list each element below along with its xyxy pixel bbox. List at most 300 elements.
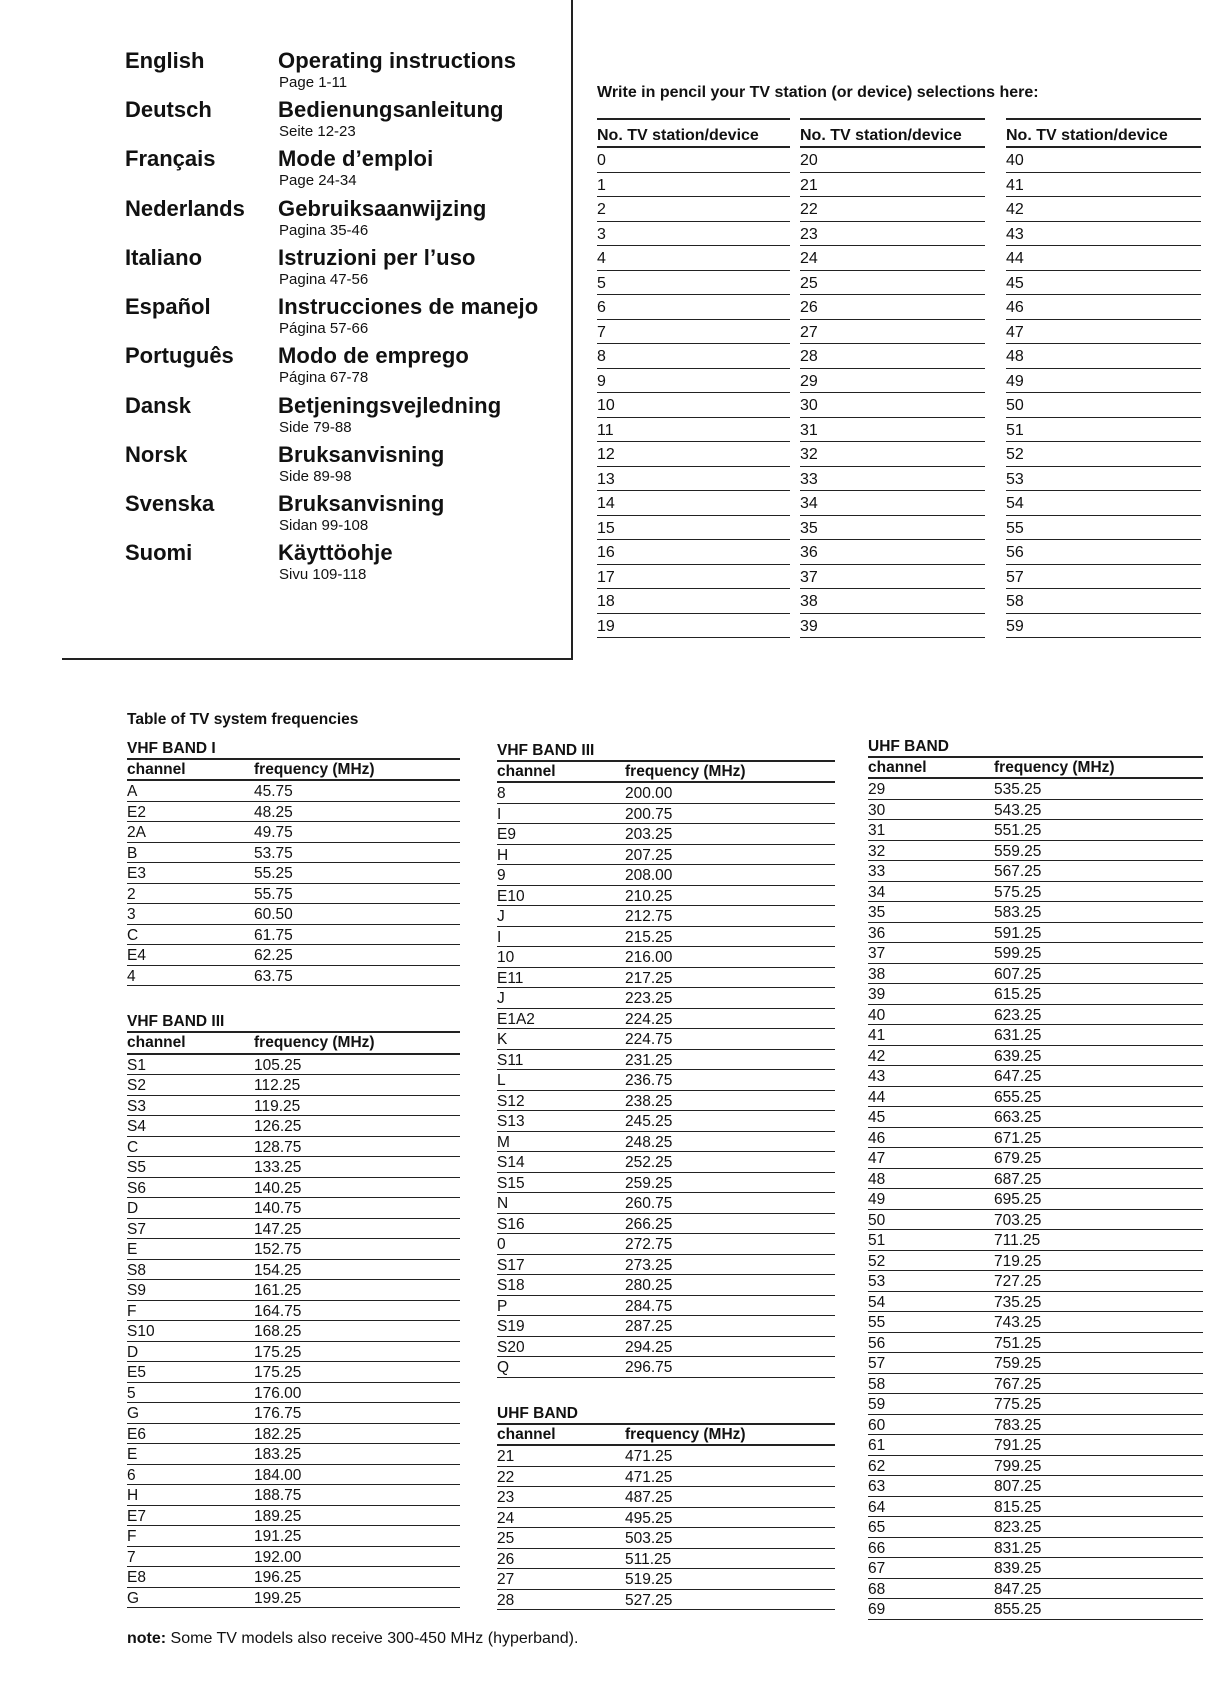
channel-cell: S4 xyxy=(127,1118,146,1136)
frequency-cell: 217.25 xyxy=(625,969,673,987)
language-name: Español xyxy=(125,294,211,319)
station-entry-line[interactable]: 15 xyxy=(597,516,790,541)
frequency-cell: 119.25 xyxy=(254,1097,301,1115)
manual-title: Bruksanvisning xyxy=(278,442,445,467)
station-entry-line[interactable]: 22 xyxy=(800,197,985,222)
channel-cell: Q xyxy=(497,1359,510,1377)
channel-cell: S3 xyxy=(127,1097,146,1115)
frequency-cell: 200.75 xyxy=(625,805,673,823)
channel-cell: 47 xyxy=(868,1150,886,1168)
station-entry-line[interactable]: 8 xyxy=(597,344,790,369)
frequency-cell: 164.75 xyxy=(254,1302,302,1320)
channel-cell: 46 xyxy=(868,1129,886,1147)
table-row xyxy=(868,1497,1203,1518)
language-name: Dansk xyxy=(125,393,192,418)
page-range: Sidan 99-108 xyxy=(279,517,369,534)
station-entry-line[interactable]: 55 xyxy=(1006,516,1201,541)
table-row xyxy=(868,1435,1203,1456)
station-entry-line[interactable]: 23 xyxy=(800,222,985,247)
frequency-cell: 743.25 xyxy=(994,1314,1042,1332)
channel-cell: S14 xyxy=(497,1154,525,1172)
channel-cell: 60 xyxy=(868,1416,886,1434)
channel-cell: 67 xyxy=(868,1560,886,1578)
table-row xyxy=(497,1029,835,1050)
frequency-cell: 727.25 xyxy=(994,1273,1042,1291)
language-entry xyxy=(0,343,572,396)
language-entry xyxy=(0,196,572,249)
station-entry-line[interactable]: 58 xyxy=(1006,589,1201,614)
frequency-cell: 189.25 xyxy=(254,1507,302,1525)
channel-cell: 49 xyxy=(868,1191,886,1209)
table-row xyxy=(868,1517,1203,1538)
channel-cell: K xyxy=(497,1031,508,1049)
frequency-cell: 294.25 xyxy=(625,1338,673,1356)
station-entry-line[interactable]: 45 xyxy=(1006,271,1201,296)
station-entry-line[interactable]: 6 xyxy=(597,295,790,320)
manual-title: Käyttöohje xyxy=(278,540,393,565)
table-row xyxy=(127,802,460,823)
table-row xyxy=(868,1456,1203,1477)
language-entry xyxy=(0,442,572,495)
channel-cell: S13 xyxy=(497,1113,525,1131)
table-row xyxy=(127,1096,460,1117)
table-row xyxy=(497,1316,835,1337)
table-row xyxy=(497,927,835,948)
station-entry-line[interactable]: 30 xyxy=(800,393,985,418)
channel-cell: 61 xyxy=(868,1437,886,1455)
station-entry-line[interactable]: 31 xyxy=(800,418,985,443)
channel-cell: 65 xyxy=(868,1519,886,1537)
channel-cell: 24 xyxy=(497,1509,515,1527)
table-row xyxy=(497,988,835,1009)
station-entry-line[interactable]: 11 xyxy=(597,418,790,443)
frequency-cell: 471.25 xyxy=(625,1448,673,1466)
channel-cell: S1 xyxy=(127,1056,146,1074)
channel-header: channel xyxy=(868,759,927,776)
station-entry-line[interactable]: 34 xyxy=(800,491,985,516)
station-entry-line[interactable]: 16 xyxy=(597,540,790,565)
frequency-cell: 63.75 xyxy=(254,967,293,985)
horizontal-divider xyxy=(62,658,573,660)
channel-cell: 31 xyxy=(868,822,886,840)
channel-header: channel xyxy=(127,1034,186,1052)
language-entry xyxy=(0,146,572,199)
band-title: UHF BAND xyxy=(497,1404,835,1425)
frequency-cell: 847.25 xyxy=(994,1580,1042,1598)
page-range: Página 57-66 xyxy=(279,320,369,337)
frequency-column xyxy=(497,741,835,1610)
station-entry-line[interactable]: 1 xyxy=(597,173,790,198)
channel-cell: 38 xyxy=(868,965,886,983)
channel-cell: I xyxy=(497,928,502,946)
station-entry-line[interactable]: 10 xyxy=(597,393,790,418)
band-title: VHF BAND III xyxy=(127,1012,460,1033)
station-entry-line[interactable]: 28 xyxy=(800,344,985,369)
station-entry-line[interactable]: 40 xyxy=(1006,148,1201,173)
station-entry-line[interactable]: 47 xyxy=(1006,320,1201,345)
station-entry-line[interactable]: 46 xyxy=(1006,295,1201,320)
band-title: VHF BAND III xyxy=(497,741,835,762)
table-row xyxy=(497,1337,835,1358)
table-row xyxy=(497,1357,835,1378)
channel-cell: 63 xyxy=(868,1478,886,1496)
frequency-cell: 487.25 xyxy=(625,1489,673,1507)
station-entry-line[interactable]: 38 xyxy=(800,589,985,614)
frequency-cell: 280.25 xyxy=(625,1277,673,1295)
station-entry-line[interactable]: 32 xyxy=(800,442,985,467)
page-range: Pagina 35-46 xyxy=(279,222,369,239)
table-row xyxy=(868,1066,1203,1087)
channel-cell: E8 xyxy=(127,1569,146,1587)
frequency-cell: 296.75 xyxy=(625,1359,673,1377)
frequency-cell: 791.25 xyxy=(994,1437,1042,1455)
table-row xyxy=(497,1091,835,1112)
station-column xyxy=(597,118,790,638)
channel-cell: E xyxy=(127,1446,138,1464)
page-range: Página 67-78 xyxy=(279,369,369,386)
frequency-cell: 49.75 xyxy=(254,824,293,842)
language-entry xyxy=(0,245,572,298)
channel-cell: 55 xyxy=(868,1314,886,1332)
channel-cell: 53 xyxy=(868,1273,886,1291)
station-entry-line[interactable]: 27 xyxy=(800,320,985,345)
table-row xyxy=(868,1476,1203,1497)
table-row xyxy=(497,1050,835,1071)
frequency-cell: 60.50 xyxy=(254,906,293,924)
table-row xyxy=(497,1255,835,1276)
channel-cell: 4 xyxy=(127,967,136,985)
station-entry-line[interactable]: 3 xyxy=(597,222,790,247)
station-entry-line[interactable]: 17 xyxy=(597,565,790,590)
station-entry-line[interactable]: 33 xyxy=(800,467,985,492)
channel-cell: 34 xyxy=(868,883,886,901)
channel-cell: 22 xyxy=(497,1468,515,1486)
frequency-cell: 551.25 xyxy=(994,822,1042,840)
table-row xyxy=(868,984,1203,1005)
table-row xyxy=(497,1508,835,1529)
table-row xyxy=(127,1075,460,1096)
station-entry-line[interactable]: 7 xyxy=(597,320,790,345)
station-entry-line[interactable]: 2 xyxy=(597,197,790,222)
manual-title: Instrucciones de manejo xyxy=(278,294,539,319)
frequency-cell: 236.75 xyxy=(625,1072,673,1090)
channel-cell: 40 xyxy=(868,1006,886,1024)
table-row xyxy=(127,781,460,802)
station-entry-line[interactable]: 50 xyxy=(1006,393,1201,418)
table-row xyxy=(127,1301,460,1322)
station-entry-line[interactable]: 54 xyxy=(1006,491,1201,516)
band-title: VHF BAND I xyxy=(127,739,460,760)
channel-cell: H xyxy=(497,846,509,864)
station-entry-line[interactable]: 42 xyxy=(1006,197,1201,222)
frequency-cell: 623.25 xyxy=(994,1006,1042,1024)
table-row xyxy=(868,1025,1203,1046)
frequency-cell: 168.25 xyxy=(254,1323,302,1341)
channel-cell: P xyxy=(497,1297,508,1315)
channel-cell: D xyxy=(127,1343,139,1361)
station-entry-line[interactable]: 37 xyxy=(800,565,985,590)
channel-cell: 26 xyxy=(497,1550,515,1568)
frequency-cell: 140.25 xyxy=(254,1179,302,1197)
frequency-cell: 767.25 xyxy=(994,1375,1042,1393)
channel-cell: 2 xyxy=(127,885,136,903)
table-row xyxy=(868,861,1203,882)
frequency-cell: 224.25 xyxy=(625,1010,673,1028)
table-row xyxy=(127,925,460,946)
frequency-cell: 207.25 xyxy=(625,846,673,864)
station-entry-line[interactable]: 29 xyxy=(800,369,985,394)
station-entry-line[interactable]: 59 xyxy=(1006,614,1201,639)
station-entry-line[interactable]: 44 xyxy=(1006,246,1201,271)
table-row xyxy=(497,906,835,927)
channel-cell: E xyxy=(127,1241,138,1259)
channel-cell: E7 xyxy=(127,1507,146,1525)
frequency-cell: 631.25 xyxy=(994,1027,1042,1045)
frequency-cell: 695.25 xyxy=(994,1191,1042,1209)
table-row xyxy=(868,1128,1203,1149)
frequency-cell: 191.25 xyxy=(254,1528,302,1546)
channel-cell: H xyxy=(127,1487,139,1505)
frequency-cell: 671.25 xyxy=(994,1129,1042,1147)
frequency-cell: 839.25 xyxy=(994,1560,1042,1578)
channel-cell: M xyxy=(497,1133,510,1151)
frequency-cell: 175.25 xyxy=(254,1364,302,1382)
frequency-cell: 735.25 xyxy=(994,1293,1042,1311)
language-name: Português xyxy=(125,343,234,368)
channel-cell: 50 xyxy=(868,1211,886,1229)
channel-cell: E2 xyxy=(127,803,146,821)
table-row xyxy=(497,1467,835,1488)
language-name: English xyxy=(125,48,205,73)
table-row xyxy=(497,968,835,989)
manual-title: Mode d’emploi xyxy=(278,146,434,171)
table-row xyxy=(497,1152,835,1173)
frequency-cell: 212.75 xyxy=(625,908,673,926)
table-row xyxy=(127,1588,460,1609)
station-entry-line[interactable]: 39 xyxy=(800,614,985,639)
column-header: No. TV station/device xyxy=(597,126,790,148)
station-column xyxy=(800,118,985,638)
frequency-cell: 655.25 xyxy=(994,1088,1042,1106)
frequency-cell: 567.25 xyxy=(994,863,1042,881)
channel-cell: 44 xyxy=(868,1088,886,1106)
channel-cell: F xyxy=(127,1302,137,1320)
table-row xyxy=(868,923,1203,944)
channel-cell: 25 xyxy=(497,1530,515,1548)
table-row xyxy=(127,1383,460,1404)
station-entry-line[interactable]: 18 xyxy=(597,589,790,614)
station-entry-line[interactable]: 56 xyxy=(1006,540,1201,565)
table-row xyxy=(127,1219,460,1240)
frequency-cell: 231.25 xyxy=(625,1051,673,1069)
table-row xyxy=(127,1280,460,1301)
channel-header: channel xyxy=(127,761,186,778)
channel-cell: 5 xyxy=(127,1384,136,1402)
table-row xyxy=(868,902,1203,923)
table-row xyxy=(497,804,835,825)
frequency-cell: 248.25 xyxy=(625,1133,673,1151)
frequency-cell: 112.25 xyxy=(254,1077,301,1095)
channel-cell: 32 xyxy=(868,842,886,860)
table-row xyxy=(868,841,1203,862)
table-row xyxy=(497,1070,835,1091)
manual-title: Gebruiksaanwijzing xyxy=(278,196,487,221)
channel-cell: 42 xyxy=(868,1047,886,1065)
frequency-cell: 152.75 xyxy=(254,1241,302,1259)
manual-title: Betjeningsvejledning xyxy=(278,393,502,418)
rule-line xyxy=(800,118,985,120)
frequency-cell: 663.25 xyxy=(994,1109,1042,1127)
channel-cell: 21 xyxy=(497,1448,515,1466)
station-entry-line[interactable]: 48 xyxy=(1006,344,1201,369)
station-entry-line[interactable]: 41 xyxy=(1006,173,1201,198)
station-entry-line[interactable]: 20 xyxy=(800,148,985,173)
frequency-cell: 154.25 xyxy=(254,1261,302,1279)
station-column xyxy=(1006,118,1201,638)
frequency-cell: 210.25 xyxy=(625,887,673,905)
channel-cell: G xyxy=(127,1405,140,1423)
station-entry-line[interactable]: 25 xyxy=(800,271,985,296)
table-row xyxy=(497,1296,835,1317)
station-entry-line[interactable]: 24 xyxy=(800,246,985,271)
table-row xyxy=(127,843,460,864)
frequency-cell: 719.25 xyxy=(994,1252,1042,1270)
station-entry-line[interactable]: 9 xyxy=(597,369,790,394)
column-header: No. TV station/device xyxy=(1006,126,1201,148)
station-entry-line[interactable]: 53 xyxy=(1006,467,1201,492)
frequency-cell: 823.25 xyxy=(994,1519,1042,1537)
frequency-cell: 284.75 xyxy=(625,1297,673,1315)
frequency-cell: 45.75 xyxy=(254,783,293,801)
table-row xyxy=(868,1374,1203,1395)
table-row xyxy=(868,1599,1203,1620)
table-row xyxy=(127,1424,460,1445)
table-row xyxy=(868,779,1203,800)
table-row xyxy=(127,1465,460,1486)
band-spacer xyxy=(497,1378,835,1404)
station-entry-line[interactable]: 36 xyxy=(800,540,985,565)
frequency-cell: 62.25 xyxy=(254,947,293,965)
channel-cell: E5 xyxy=(127,1364,146,1382)
table-row xyxy=(868,1046,1203,1067)
channel-cell: S2 xyxy=(127,1077,146,1095)
frequency-header: frequency (MHz) xyxy=(254,761,375,778)
channel-cell: D xyxy=(127,1200,139,1218)
table-row xyxy=(497,865,835,886)
station-entry-line[interactable]: 51 xyxy=(1006,418,1201,443)
page-range: Seite 12-23 xyxy=(279,123,356,140)
channel-cell: 39 xyxy=(868,986,886,1004)
channel-cell: S5 xyxy=(127,1159,146,1177)
station-entry-line[interactable]: 19 xyxy=(597,614,790,639)
station-entry-line[interactable]: 43 xyxy=(1006,222,1201,247)
frequency-header: frequency (MHz) xyxy=(254,1034,375,1052)
frequency-cell: 495.25 xyxy=(625,1509,673,1527)
channel-cell: 48 xyxy=(868,1170,886,1188)
language-name: Nederlands xyxy=(125,196,245,221)
channel-cell: C xyxy=(127,926,139,944)
channel-cell: 43 xyxy=(868,1068,886,1086)
station-entry-line[interactable]: 57 xyxy=(1006,565,1201,590)
frequency-cell: 815.25 xyxy=(994,1498,1042,1516)
station-entry-line[interactable]: 0 xyxy=(597,148,790,173)
table-row xyxy=(868,882,1203,903)
station-entry-line[interactable]: 13 xyxy=(597,467,790,492)
table-row xyxy=(868,1538,1203,1559)
table-row xyxy=(868,1558,1203,1579)
language-entry xyxy=(0,48,572,101)
channel-cell: 51 xyxy=(868,1232,886,1250)
station-entry-line[interactable]: 14 xyxy=(597,491,790,516)
band-spacer xyxy=(127,986,460,1012)
channel-cell: 37 xyxy=(868,945,886,963)
table-row xyxy=(497,1173,835,1194)
table-row xyxy=(127,1342,460,1363)
table-row xyxy=(868,1210,1203,1231)
channel-cell: S12 xyxy=(497,1092,525,1110)
table-header-row xyxy=(127,760,460,781)
table-row xyxy=(497,947,835,968)
channel-cell: S11 xyxy=(497,1051,524,1069)
table-row xyxy=(497,845,835,866)
table-row xyxy=(868,1148,1203,1169)
station-entry-line[interactable]: 12 xyxy=(597,442,790,467)
table-row xyxy=(127,1137,460,1158)
frequency-cell: 543.25 xyxy=(994,801,1042,819)
station-entry-line[interactable]: 49 xyxy=(1006,369,1201,394)
station-entry-line[interactable]: 5 xyxy=(597,271,790,296)
table-row xyxy=(127,904,460,925)
table-row xyxy=(868,1271,1203,1292)
channel-cell: S9 xyxy=(127,1282,146,1300)
station-entry-line[interactable]: 4 xyxy=(597,246,790,271)
band-title: UHF BAND xyxy=(868,737,1203,758)
language-name: Deutsch xyxy=(125,97,212,122)
channel-cell: 29 xyxy=(868,781,886,799)
frequency-header: frequency (MHz) xyxy=(625,763,746,780)
frequency-cell: 126.25 xyxy=(254,1118,302,1136)
frequency-cell: 783.25 xyxy=(994,1416,1042,1434)
table-row xyxy=(868,1353,1203,1374)
station-entry-line[interactable]: 52 xyxy=(1006,442,1201,467)
frequency-cell: 128.75 xyxy=(254,1138,302,1156)
station-entry-line[interactable]: 26 xyxy=(800,295,985,320)
channel-cell: 9 xyxy=(497,867,506,885)
channel-cell: S8 xyxy=(127,1261,146,1279)
channel-cell: S7 xyxy=(127,1220,146,1238)
channel-cell: 6 xyxy=(127,1466,136,1484)
page-range: Side 89-98 xyxy=(279,468,352,485)
table-row xyxy=(127,1485,460,1506)
language-name: Français xyxy=(125,146,216,171)
table-row xyxy=(497,886,835,907)
channel-cell: B xyxy=(127,844,138,862)
station-entry-line[interactable]: 21 xyxy=(800,173,985,198)
table-row xyxy=(127,1526,460,1547)
channel-cell: 28 xyxy=(497,1591,515,1609)
station-entry-line[interactable]: 35 xyxy=(800,516,985,541)
frequency-cell: 224.75 xyxy=(625,1031,673,1049)
table-row xyxy=(868,1087,1203,1108)
channel-cell: 7 xyxy=(127,1548,136,1566)
channel-cell: 54 xyxy=(868,1293,886,1311)
channel-cell: S15 xyxy=(497,1174,525,1192)
language-name: Norsk xyxy=(125,442,188,467)
table-row xyxy=(497,783,835,804)
channel-cell: 0 xyxy=(497,1236,506,1254)
pencil-section-title: Write in pencil your TV station (or device) selections here: xyxy=(597,84,1039,101)
table-row xyxy=(868,1230,1203,1251)
